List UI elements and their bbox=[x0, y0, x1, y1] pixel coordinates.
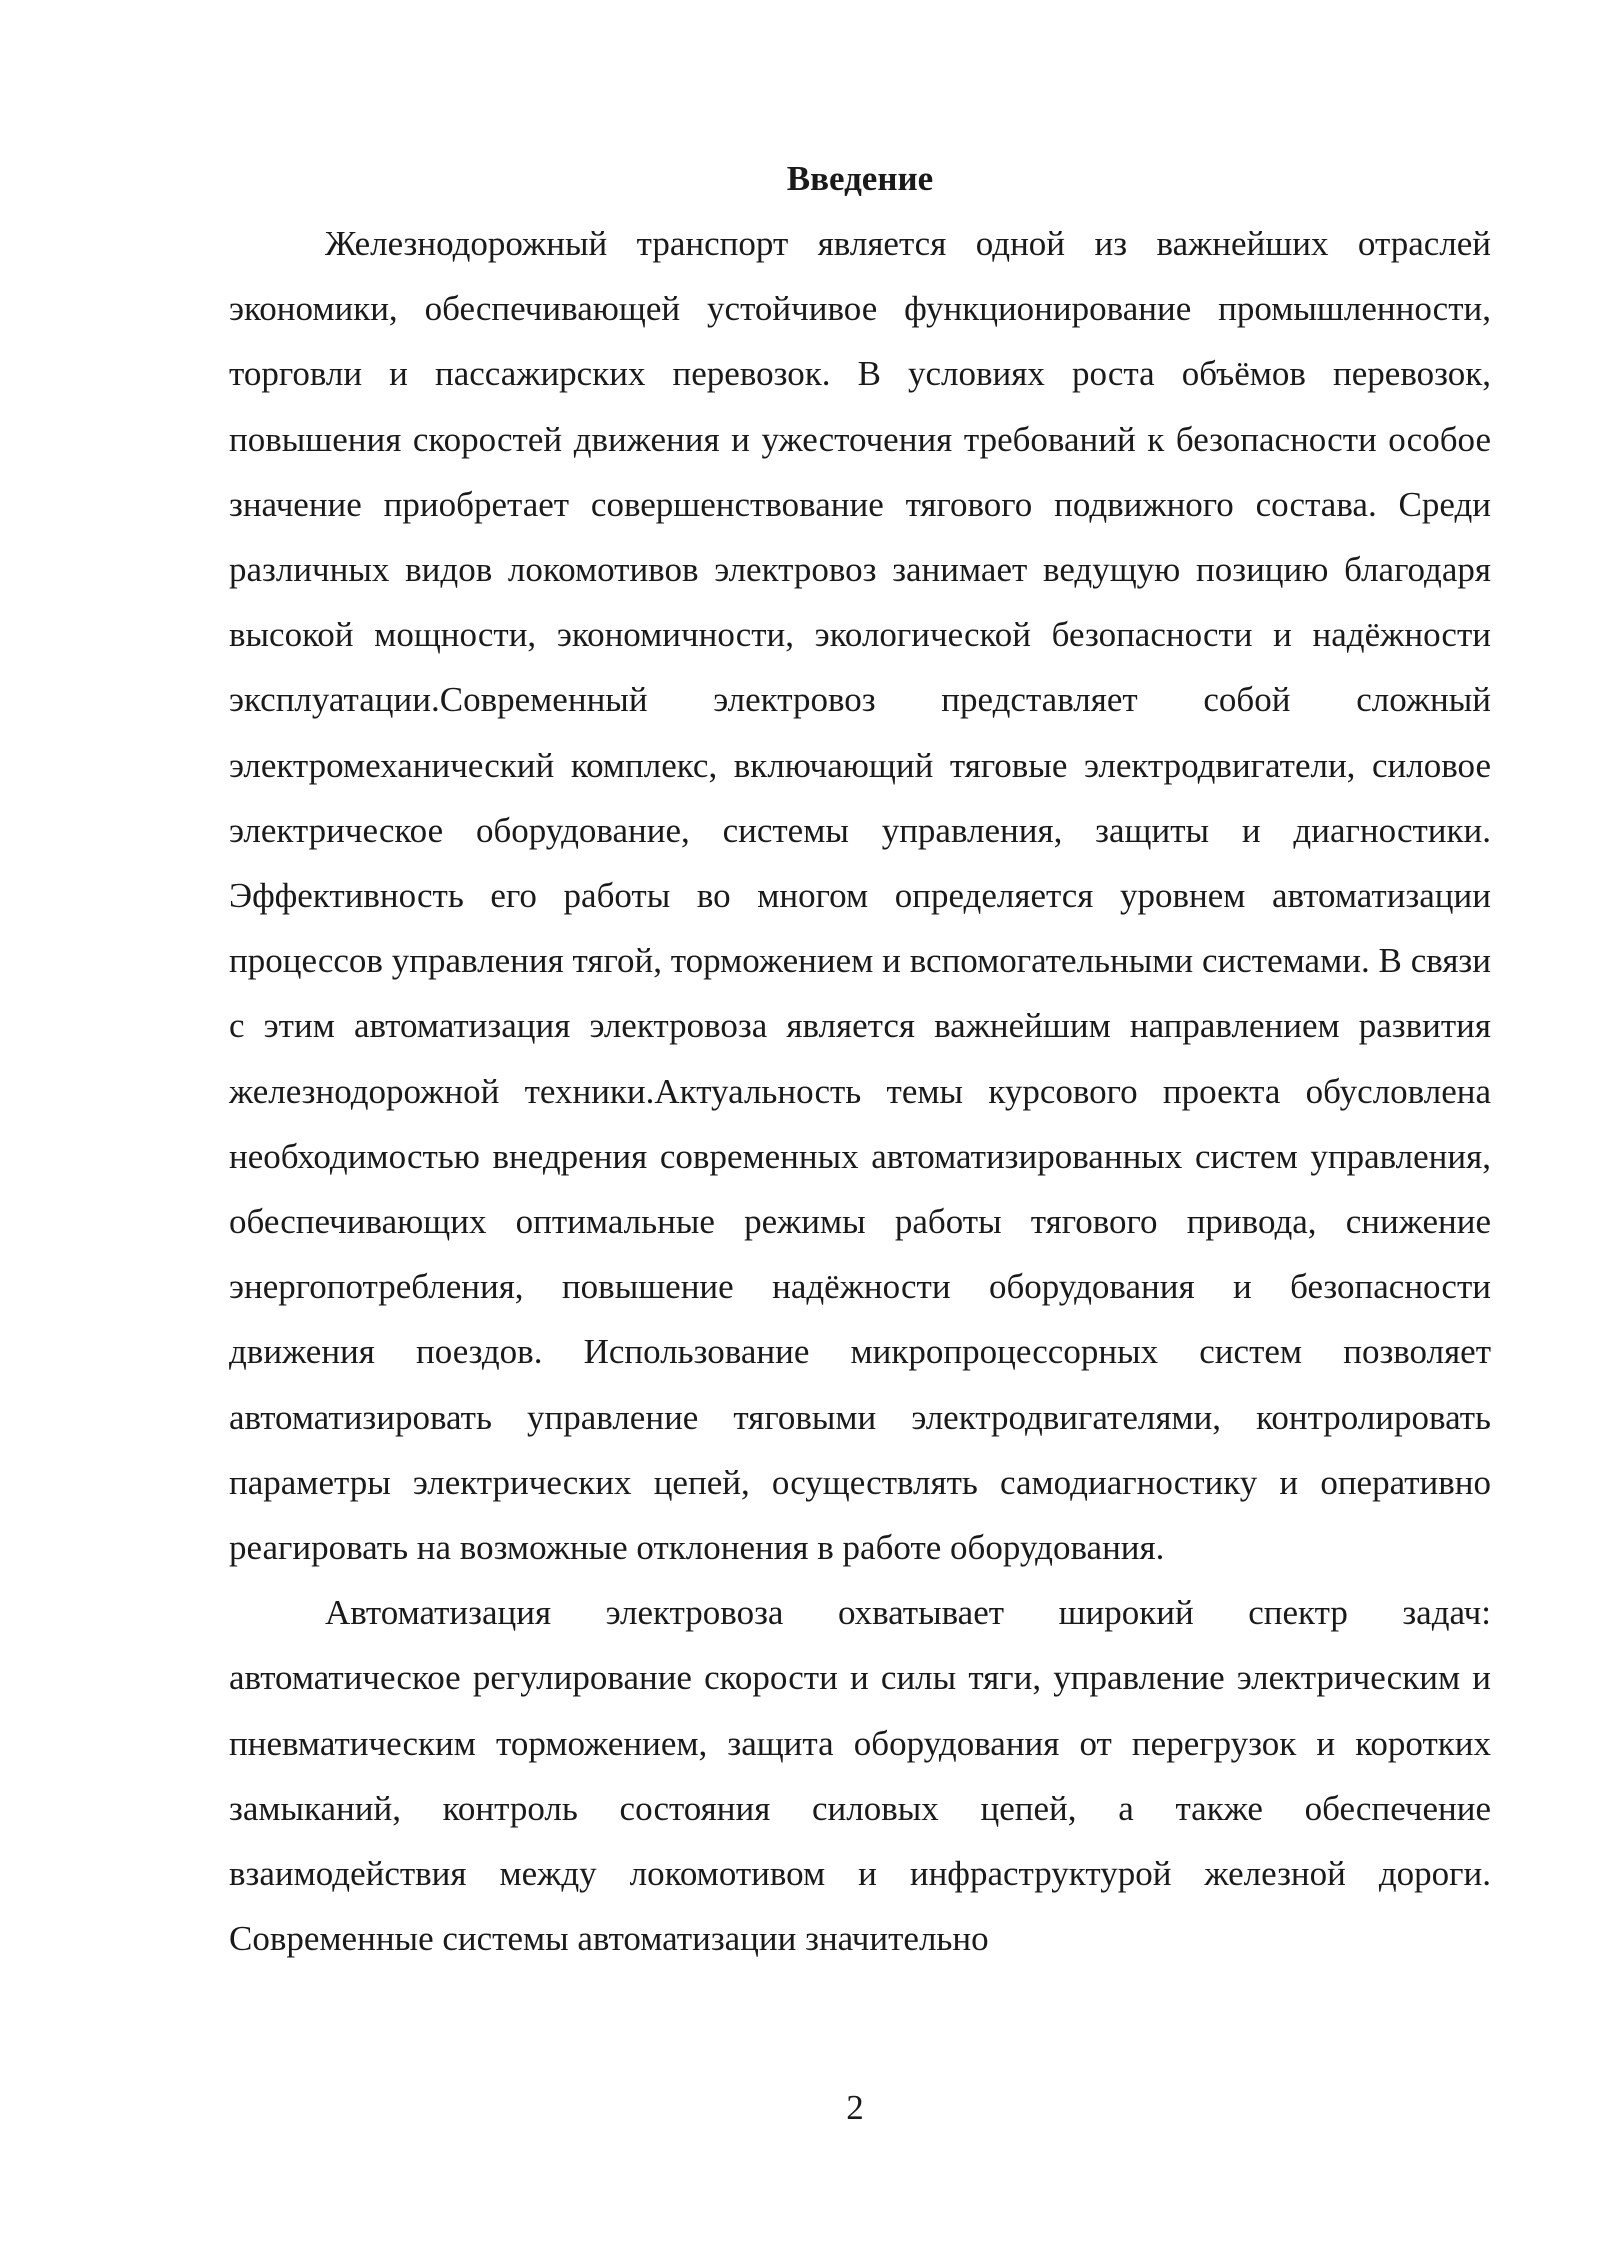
page-number: 2 bbox=[846, 2088, 864, 2127]
paragraph-2: Автоматизация электровоза охватывает широкий спектр задач: автоматическое регулирование скорости и силы тяги, управление электрическим и пневматическим торможением, защита оборудования от перегрузок и коротких замыканий, контроль состояния силовых цепей, а также обеспечение взаимодействия между локомотивом и инфраструктурой железной дороги. Современные системы автоматизации значительно bbox=[229, 1593, 1491, 1959]
paragraph-1: Железнодорожный транспорт является одной из важнейших отраслей экономики, обеспечивающей устойчивое функционирование промышленности, торговли и пассажирских перевозок. В условиях роста объёмов перевозок, повышения скоростей движения и ужесточения требований к безопасности особое значение приобретает совершенствование тягового подвижного состава. Среди различных видов локомотивов электровоз занимает ведущую позицию благодаря высокой мощности, экономичности, экологической безопасности и надёжности эксплуатации.Современный электровоз представляет собой сложный электромеханический комплекс, включающий тяговые электродвигатели, силовое электрическое оборудование, системы управления, защиты и диагностики. Эффективность его работы во многом определяется уровнем автоматизации процессов управления тягой, торможением и вспомогательными системами. В связи с этим автоматизация электровоза является важнейшим направлением развития железнодорожной техники.Актуальность темы курсового проекта обусловлена необходимостью внедрения современных автоматизированных систем управления, обеспечивающих оптимальные режимы работы тягового привода, снижение энергопотребления, повышение надёжности оборудования и безопасности движения поездов. Использование микропроцессорных систем позволяет автоматизировать управление тяговыми электродвигателями, контролировать параметры электрических цепей, осуществлять самодиагностику и оперативно реагировать на возможные отклонения в работе оборудования. bbox=[229, 224, 1491, 1568]
page-content bbox=[229, 146, 1491, 1971]
section-title: Введение bbox=[786, 159, 934, 198]
